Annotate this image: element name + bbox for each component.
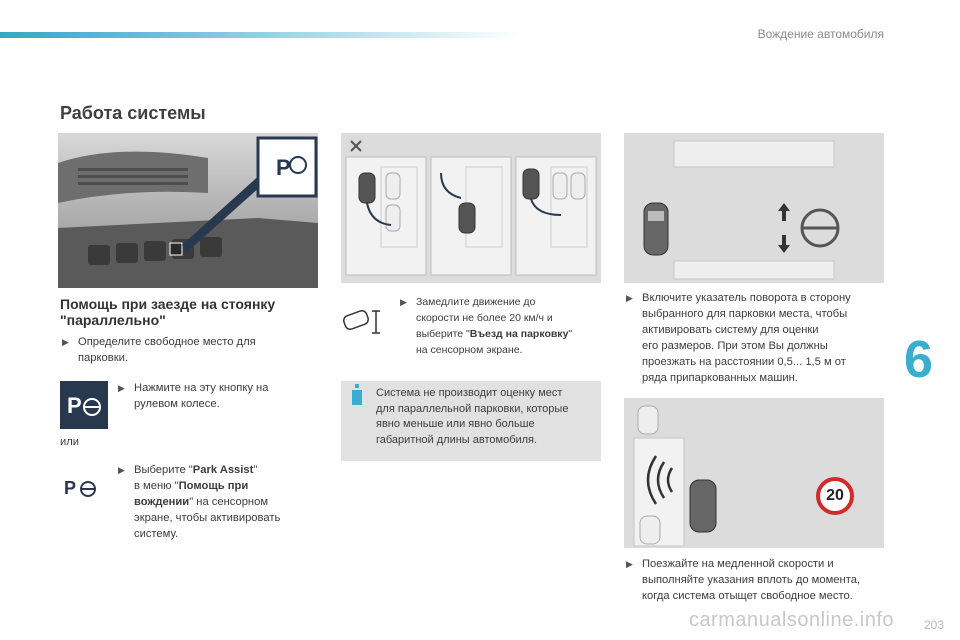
bullet-arrow-icon: ▶	[626, 559, 633, 569]
chapter-number: 6	[904, 331, 933, 389]
bullet-arrow-icon: ▶	[118, 383, 125, 393]
bullet-item: ▶ Замедлите движение до скорости не более 20 км/ч и выберите "Въезд на парковку" на сенсорном экране.	[400, 296, 573, 356]
bullet-arrow-icon: ▶	[62, 337, 69, 347]
page-title: Работа системы	[60, 103, 206, 123]
sensor-illustration	[624, 398, 884, 548]
or-label: или	[60, 436, 80, 448]
park-assist-icon	[64, 476, 98, 498]
bullet-arrow-icon: ▶	[400, 297, 407, 307]
page-number: 203	[923, 618, 944, 632]
signal-illustration	[624, 133, 884, 283]
watermark: carmanualsonline.info	[688, 609, 894, 631]
section-title: Вождение автомобиля	[757, 27, 884, 41]
section-subtitle	[60, 296, 330, 328]
dashboard-illustration	[58, 133, 318, 288]
subtitle-line: "параллельно"	[60, 312, 166, 328]
info-icon	[352, 390, 362, 405]
car-sensor-icon	[340, 305, 386, 337]
bullet-arrow-icon: ▶	[626, 293, 633, 303]
bullet-item: ▶ Поезжайте на медленной скорости и выполняйте указания вплоть до момента, когда система отыщет свободное место.	[626, 558, 861, 602]
svg-text:P: P	[64, 478, 77, 498]
bullet-item: ▶ Выберите "Park Assist" в меню "Помощь при вождении" на сенсорном экране, чтобы активировать систему.	[118, 464, 281, 540]
bullet-item: ▶ Нажмите на эту кнопку на рулевом колесе.	[118, 382, 269, 410]
speed-limit-sign: 20	[816, 477, 854, 515]
svg-text:P: P	[67, 393, 82, 418]
touchscreen-illustration	[341, 133, 601, 283]
subtitle-line: Помощь при заезде на стоянку	[60, 296, 276, 312]
bullet-item: ▶ Включите указатель поворота в сторону выбранного для парковки места, чтобы активировать систему для оценки его размеров. При этом Вы должны проезжать на расстоянии 0,5... 1,5 м от ряда припаркованных машин.	[626, 292, 851, 384]
info-text: Система не производит оценку мест для параллельной парковки, которые явно меньше или явно больше габаритной длины автомобиля.	[376, 387, 569, 446]
svg-text:P: P	[276, 155, 291, 180]
bullet-arrow-icon: ▶	[118, 465, 125, 475]
park-assist-button-image	[60, 381, 108, 429]
bullet-item: ▶ Определите свободное место для парковки.	[62, 336, 256, 364]
header-accent-bar	[0, 32, 520, 38]
